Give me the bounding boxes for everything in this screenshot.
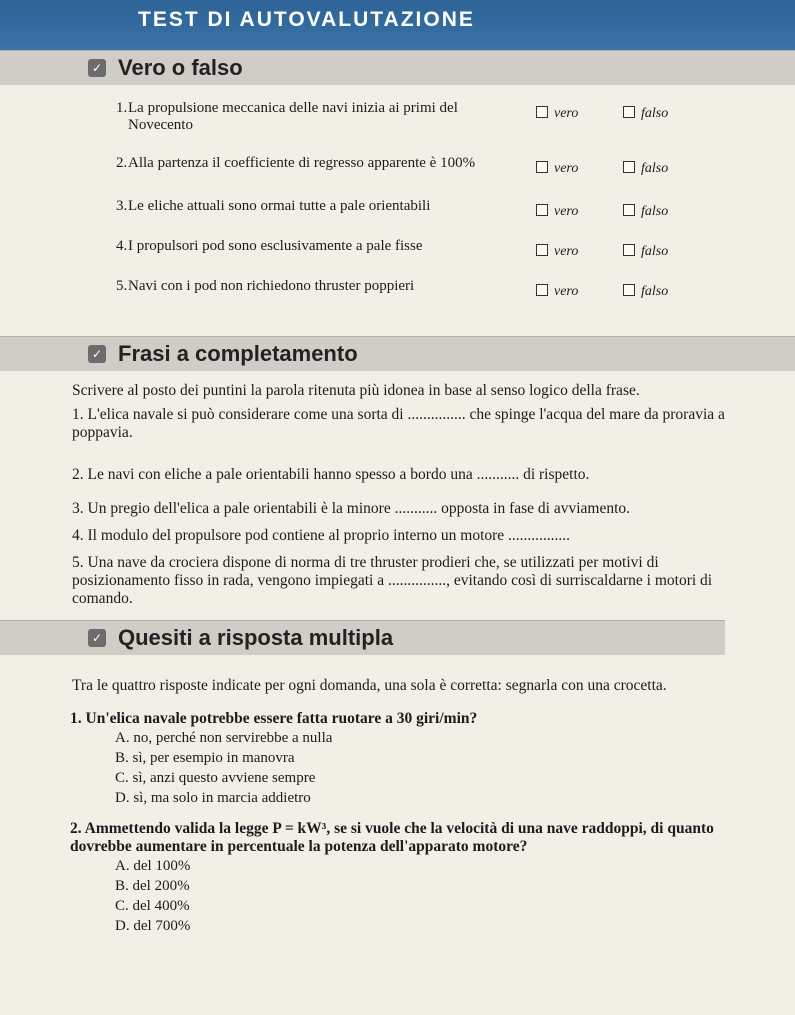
section-header-frasi <box>0 336 795 371</box>
question: 1. Un'elica navale potrebbe essere fatta ruotare a 30 giri/min? <box>70 710 478 727</box>
item-text: La propulsione meccanica delle navi inizia ai primi del Novecento <box>128 100 458 133</box>
frasi-item: 1. L'elica navale si può considerare come una sorta di ............... che spinge l'acqua del mare da proravia a poppavia. <box>72 406 725 441</box>
question: 2. Ammettendo valida la legge P = kW³, se si vuole che la velocità di una nave raddoppi, di quanto dovrebbe aumentare in percentuale la potenza dell'apparato motore? <box>70 820 714 855</box>
checkbox-icon <box>623 161 635 173</box>
answer-option[interactable]: D. del 700% <box>115 918 191 934</box>
answer-option[interactable]: A. no, perché non servirebbe a nulla <box>115 730 333 746</box>
item-number: 3. <box>116 198 128 214</box>
check-icon: ✓ <box>88 59 106 77</box>
falso-checkbox[interactable]: falso <box>623 284 668 300</box>
frasi-item: 3. Un pregio dell'elica a pale orientabili è la minore ........... opposta in fase di avviamento. <box>72 500 631 517</box>
vero-checkbox[interactable]: vero <box>536 244 578 260</box>
checkbox-icon <box>536 244 548 256</box>
vero-checkbox[interactable]: vero <box>536 204 578 220</box>
item-text: Navi con i pod non richiedono thruster poppieri <box>128 278 415 294</box>
frasi-instruction: Scrivere al posto dei puntini la parola ritenuta più idonea in base al senso logico della frase. <box>72 382 640 399</box>
answer-option[interactable]: B. del 200% <box>115 878 190 894</box>
falso-checkbox[interactable]: falso <box>623 106 668 122</box>
falso-checkbox[interactable]: falso <box>623 244 668 260</box>
section-title: Quesiti a risposta multipla <box>118 625 394 650</box>
item-number: 2. <box>116 155 128 171</box>
vero-checkbox[interactable]: vero <box>536 161 578 177</box>
item-number: 5. <box>116 278 128 294</box>
checkbox-icon <box>623 204 635 216</box>
falso-checkbox[interactable]: falso <box>623 161 668 177</box>
checkbox-icon <box>623 244 635 256</box>
falso-checkbox[interactable]: falso <box>623 204 668 220</box>
vero-checkbox[interactable]: vero <box>536 106 578 122</box>
checkbox-icon <box>536 204 548 216</box>
frasi-item: 5. Una nave da crociera dispone di norma di tre thruster prodieri che, se utilizzati per motivi di posizionamento fisso in rada, vengono impiegati a ..............., evitando così di surriscaldarne i motori di comando. <box>72 554 713 607</box>
checkbox-icon <box>536 284 548 296</box>
section-title: Frasi a completamento <box>118 341 358 366</box>
multipla-instruction: Tra le quattro risposte indicate per ogni domanda, una sola è corretta: segnarla con una crocetta. <box>72 677 667 694</box>
checkbox-icon <box>536 106 548 118</box>
item-text: I propulsori pod sono esclusivamente a pale fisse <box>128 238 423 254</box>
item-number: 1. <box>116 100 128 116</box>
check-icon: ✓ <box>88 629 106 647</box>
answer-option[interactable]: B. sì, per esempio in manovra <box>115 750 295 766</box>
section-header-multipla <box>0 620 725 655</box>
vero-checkbox[interactable]: vero <box>536 284 578 300</box>
checkbox-icon <box>623 284 635 296</box>
check-icon: ✓ <box>88 345 106 363</box>
section-title: Vero o falso <box>118 55 243 80</box>
checkbox-icon <box>536 161 548 173</box>
frasi-item: 2. Le navi con eliche a pale orientabili hanno spesso a bordo una ........... di rispetto. <box>72 466 590 483</box>
section-header-vero-falso <box>0 50 795 85</box>
item-text: Alla partenza il coefficiente di regresso apparente è 100% <box>128 155 476 171</box>
frasi-item: 4. Il modulo del propulsore pod contiene al proprio interno un motore ................ <box>72 527 571 544</box>
checkbox-icon <box>623 106 635 118</box>
answer-option[interactable]: C. del 400% <box>115 898 190 914</box>
item-text: Le eliche attuali sono ormai tutte a pale orientabili <box>128 198 431 214</box>
answer-option[interactable]: A. del 100% <box>115 858 191 874</box>
item-number: 4. <box>116 238 128 254</box>
page-title: TEST DI AUTOVALUTAZIONE <box>138 8 475 31</box>
page-header-band <box>0 0 795 52</box>
answer-option[interactable]: C. sì, anzi questo avviene sempre <box>115 770 316 786</box>
answer-option[interactable]: D. sì, ma solo in marcia addietro <box>115 790 311 806</box>
